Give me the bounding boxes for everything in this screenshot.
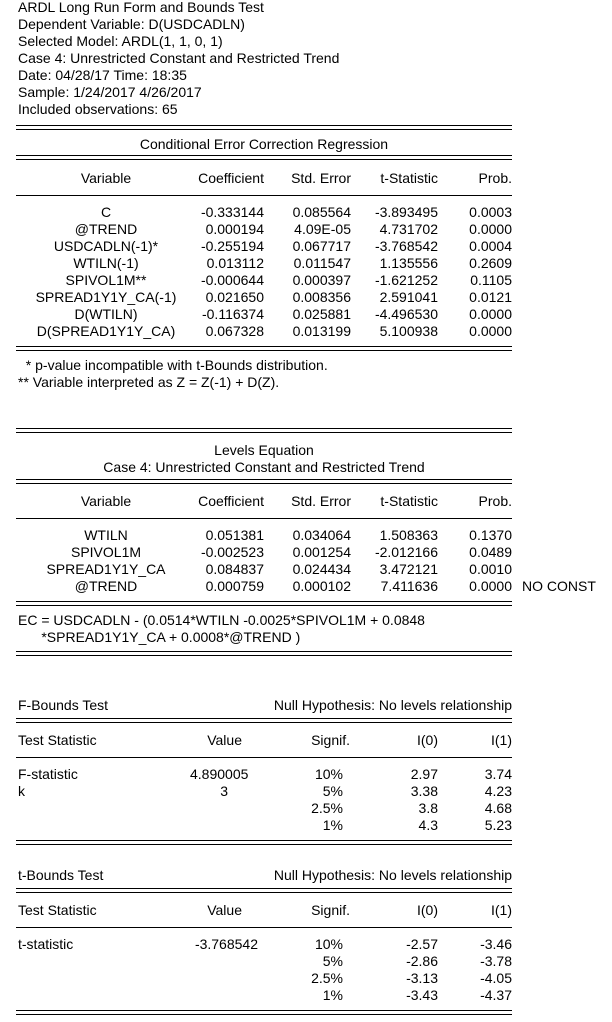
- table-row-variable: WTILN: [84, 527, 128, 543]
- table-row-variable: D(SPREAD1Y1Y_CA): [36, 323, 176, 339]
- table-row-std-error: 0.001254: [292, 544, 351, 560]
- fbounds-signif: 5%: [322, 783, 343, 799]
- fbounds-signif: 10%: [314, 766, 343, 782]
- table-row-std-error: 0.013199: [292, 323, 351, 339]
- table-row-variable: D(WTILN): [74, 306, 138, 322]
- table-row-t-statistic: 4.731702: [379, 221, 438, 237]
- tbounds-i0: -3.13: [406, 970, 438, 986]
- table-row-t-statistic: -1.621252: [374, 272, 438, 288]
- table-row-std-error: 4.09E-05: [294, 221, 351, 237]
- cecr-col-coefficient: Coefficient: [198, 170, 264, 186]
- fbounds-stat-name: F-statistic: [18, 766, 78, 782]
- cecr-col-prob: Prob.: [478, 170, 512, 186]
- fbounds-col-i0: I(0): [417, 732, 438, 748]
- fbounds-i1: 5.23: [484, 817, 512, 833]
- tbounds-i0: -2.86: [406, 953, 438, 969]
- divider: [16, 840, 512, 845]
- tbounds-signif: 5%: [322, 953, 343, 969]
- tbounds-col-value: Value: [207, 902, 242, 918]
- table-row-coefficient: 0.084837: [205, 561, 264, 577]
- selected-model: Selected Model: ARDL(1, 1, 0, 1): [18, 33, 223, 49]
- levels-col-coefficient: Coefficient: [198, 493, 264, 509]
- table-row-coefficient: -0.255194: [200, 238, 264, 254]
- table-row-prob: 0.0000: [469, 578, 512, 594]
- fbounds-i0: 3.8: [418, 800, 438, 816]
- cecr-col-std-error: Std. Error: [291, 170, 351, 186]
- table-row-variable: SPIVOL1M**: [65, 272, 147, 288]
- tbounds-i0: -2.57: [406, 936, 438, 952]
- table-row-std-error: 0.034064: [292, 527, 351, 543]
- table-row-std-error: 0.011547: [293, 255, 351, 271]
- table-row-t-statistic: -3.768542: [374, 238, 438, 254]
- table-row-prob: 0.0003: [469, 204, 512, 220]
- divider: [16, 195, 512, 196]
- tbounds-stat-name: t-statistic: [18, 936, 74, 952]
- table-row-t-statistic: 5.100938: [379, 323, 438, 339]
- levels-col-variable: Variable: [80, 493, 132, 509]
- table-row-std-error: 0.085564: [292, 204, 351, 220]
- footnote-variable: ** Variable interpreted as Z = Z(-1) + D(Z).: [18, 374, 280, 390]
- dependent-variable: Dependent Variable: D(USDCADLN): [18, 16, 245, 32]
- date-time: Date: 04/28/17 Time: 18:35: [18, 67, 187, 83]
- tbounds-col-i1: I(1): [491, 902, 512, 918]
- tbounds-signif: 2.5%: [311, 970, 343, 986]
- table-row-variable: SPREAD1Y1Y_CA(-1): [35, 289, 177, 305]
- table-row-coefficient: 0.067328: [205, 323, 264, 339]
- table-row-prob: 0.0010: [469, 561, 512, 577]
- table-row-t-statistic: 3.472121: [379, 561, 438, 577]
- table-row-coefficient: 0.051381: [205, 527, 264, 543]
- levels-subtitle: Case 4: Unrestricted Constant and Restricted Trend: [103, 459, 425, 475]
- table-row-t-statistic: 1.508363: [379, 527, 438, 543]
- fbounds-i1: 3.74: [484, 766, 512, 782]
- fbounds-col-test-statistic: Test Statistic: [18, 732, 97, 748]
- tbounds-signif: 1%: [322, 987, 343, 1003]
- fbounds-title: F-Bounds Test: [18, 697, 109, 713]
- tbounds-i0: -3.43: [406, 987, 438, 1003]
- fbounds-signif: 2.5%: [311, 800, 343, 816]
- table-row-variable: @TREND: [74, 221, 138, 237]
- table-row-variable: @TREND: [74, 578, 138, 594]
- divider: [16, 428, 512, 433]
- no-const-note: NO CONST: [522, 578, 596, 594]
- table-row-t-statistic: -4.496530: [374, 306, 438, 322]
- divider: [16, 479, 512, 484]
- tbounds-i1: -4.37: [480, 987, 512, 1003]
- table-row-prob: 0.1105: [470, 272, 512, 288]
- divider: [16, 718, 512, 723]
- tbounds-signif: 10%: [314, 936, 343, 952]
- tbounds-stat-value: -3.768542: [194, 936, 258, 952]
- divider: [16, 601, 512, 606]
- levels-col-std-error: Std. Error: [291, 493, 351, 509]
- cecr-col-variable: Variable: [80, 170, 132, 186]
- divider: [16, 927, 512, 928]
- table-row-variable: WTILN(-1): [73, 255, 139, 271]
- tbounds-i1: -3.46: [480, 936, 512, 952]
- divider: [16, 346, 512, 351]
- levels-col-prob: Prob.: [478, 493, 512, 509]
- included-observations: Included observations: 65: [18, 101, 178, 117]
- levels-title: Levels Equation: [214, 442, 314, 458]
- table-row-std-error: 0.000102: [292, 578, 351, 594]
- tbounds-title: t-Bounds Test: [18, 867, 104, 883]
- tbounds-null-hypothesis: Null Hypothesis: No levels relationship: [273, 867, 512, 883]
- levels-col-t-statistic: t-Statistic: [380, 493, 438, 509]
- table-row-prob: 0.0000: [469, 323, 512, 339]
- table-row-coefficient: 0.000194: [205, 221, 264, 237]
- footnote-pvalue: * p-value incompatible with t-Bounds distribution.: [18, 357, 328, 373]
- fbounds-stat-name: k: [18, 783, 25, 799]
- table-row-coefficient: -0.116374: [201, 306, 264, 322]
- table-row-t-statistic: -2.012166: [374, 544, 438, 560]
- fbounds-signif: 1%: [322, 817, 343, 833]
- table-row-prob: 0.0121: [469, 289, 512, 305]
- divider: [16, 125, 512, 130]
- tbounds-col-i0: I(0): [417, 902, 438, 918]
- tbounds-col-test-statistic: Test Statistic: [18, 902, 97, 918]
- divider: [16, 518, 512, 519]
- table-row-prob: 0.2609: [469, 255, 512, 271]
- fbounds-i0: 4.3: [418, 817, 438, 833]
- table-row-t-statistic: 1.135556: [379, 255, 438, 271]
- fbounds-col-i1: I(1): [491, 732, 512, 748]
- tbounds-i1: -3.78: [480, 953, 512, 969]
- table-row-coefficient: 0.000759: [205, 578, 264, 594]
- table-row-coefficient: 0.021650: [205, 289, 264, 305]
- fbounds-i0: 3.38: [410, 783, 438, 799]
- report-title: ARDL Long Run Form and Bounds Test: [18, 0, 264, 15]
- table-row-prob: 0.1370: [469, 527, 512, 543]
- table-row-variable: SPREAD1Y1Y_CA: [46, 561, 166, 577]
- divider: [16, 1010, 512, 1015]
- table-row-t-statistic: -3.893495: [374, 204, 438, 220]
- table-row-prob: 0.0000: [469, 221, 512, 237]
- table-row-coefficient: -0.002523: [200, 544, 264, 560]
- divider: [16, 888, 512, 893]
- fbounds-col-signif: Signif.: [311, 732, 350, 748]
- table-row-t-statistic: 2.591041: [379, 289, 438, 305]
- divider: [16, 757, 512, 758]
- tbounds-col-signif: Signif.: [311, 902, 350, 918]
- ec-equation-line1: EC = USDCADLN - (0.0514*WTILN -0.0025*SPIVOL1M + 0.0848: [18, 612, 425, 628]
- ec-equation-line2: *SPREAD1Y1Y_CA + 0.0008*@TREND ): [18, 629, 301, 645]
- table-row-variable: C: [100, 204, 112, 220]
- sample-range: Sample: 1/24/2017 4/26/2017: [18, 84, 202, 100]
- tbounds-i1: -4.05: [480, 970, 512, 986]
- table-row-std-error: 0.067717: [292, 238, 351, 254]
- table-row-prob: 0.0489: [469, 544, 512, 560]
- cecr-col-t-statistic: t-Statistic: [380, 170, 438, 186]
- fbounds-i1: 4.23: [484, 783, 512, 799]
- cecr-title: Conditional Error Correction Regression: [139, 136, 389, 152]
- fbounds-i1: 4.68: [484, 800, 512, 816]
- table-row-std-error: 0.008356: [292, 289, 351, 305]
- fbounds-col-value: Value: [207, 732, 242, 748]
- divider: [16, 155, 512, 160]
- table-row-coefficient: -0.333144: [200, 204, 264, 220]
- table-row-variable: USDCADLN(-1)*: [53, 238, 159, 254]
- table-row-variable: SPIVOL1M: [70, 544, 142, 560]
- table-row-std-error: 0.000397: [292, 272, 351, 288]
- table-row-std-error: 0.025881: [292, 306, 351, 322]
- fbounds-stat-value: 3: [220, 783, 228, 799]
- case-description: Case 4: Unrestricted Constant and Restricted Trend: [18, 50, 340, 66]
- divider: [16, 651, 512, 656]
- table-row-coefficient: 0.013112: [206, 255, 264, 271]
- table-row-t-statistic: 7.411636: [380, 578, 438, 594]
- table-row-prob: 0.0004: [469, 238, 512, 254]
- fbounds-null-hypothesis: Null Hypothesis: No levels relationship: [273, 697, 512, 713]
- fbounds-stat-value: 4.890005: [190, 766, 249, 782]
- fbounds-i0: 2.97: [410, 766, 438, 782]
- table-row-coefficient: -0.000644: [200, 272, 264, 288]
- table-row-std-error: 0.024434: [292, 561, 351, 577]
- table-row-prob: 0.0000: [469, 306, 512, 322]
